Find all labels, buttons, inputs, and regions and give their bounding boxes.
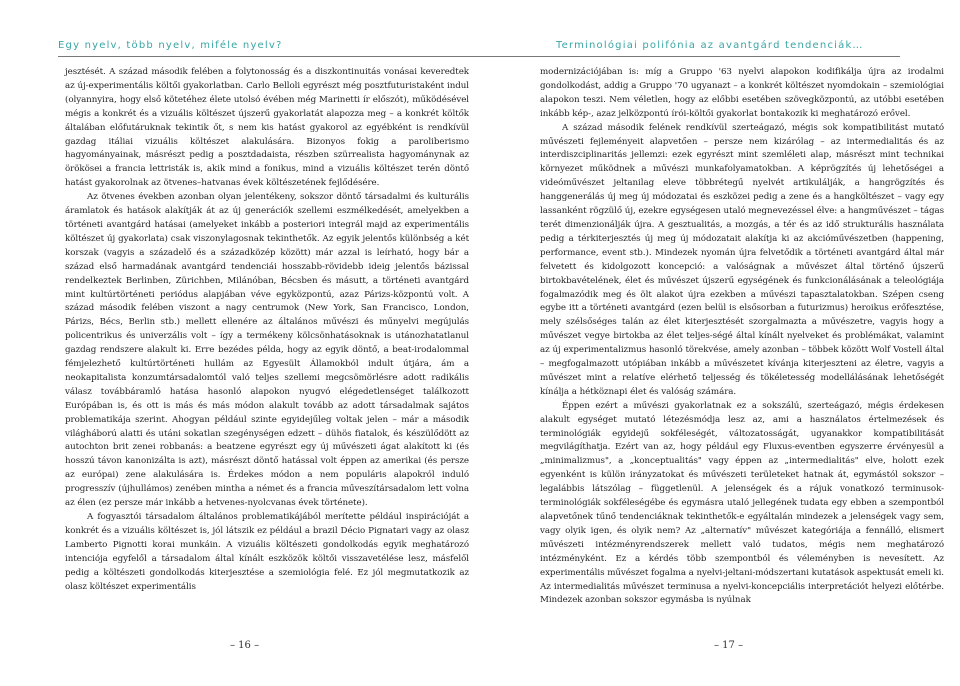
- page-number-left: – 16 –: [230, 640, 260, 651]
- paragraph: A század második felének rendkívül szerteágazó, mégis sok kompatibilitást mutató művészeti fejleményeit alapvetően – persze nem kizárólag – az intermedialitás és az interdiszciplinaritás jellemzi: ezek egyrészt mint szemléleti alap, másrészt mint technikai környezet működnek a művészi munkafolyamatokban. A képrögzítés új lehetőségei a videóművészet jeltanilag eleve többrétegű nyelvét artikulálják, a hangrögzítés és hanggenerálás új meg új módozatai és eszközei pedig a zene és a hangköltészet – vagy egy lassanként rögzülő új, ezekre egységesen utaló megnevezéssel élve: a hangművészet – tágas terét dimenzionálják újra. A gesztualitás, a mozgás, a tér és az idő strukturális használata pedig a térkiterjesztés új meg új módozatait alakítja ki az akcióművészetben (happening, performance, event stb.). Mindezek nyomán újra felvetődik a történeti avantgárd által már felvetett és kidolgozott koncepció: a valóságnak a művészet által történő újszerű birtokbavételének, élet és művészet újszerű egységének és funkcionálásának a teleológiája fogalmazódik meg és ölt alakot újra ezekben a művészi tapasztalatokban. Szépen cseng egybe itt a történeti avantgárd (ezen belül is elsősorban a futurizmus) heroikus erőfesztése, mely szélsőséges talán az élet kiterjesztését szorgalmazta a művészetre, vagyis hogy a művészet vegye birtokba az élet teljes-ségé által kínált nyelveket és problémákat, valamint az új experimentalizmus hasonló törekvése, amely azonban – többek között Wolf Vostell által – megfogalmazott utópiában inkább a művészetet kívánja kiterjeszteni az életre, vagyis a művészet mint a relatíve elérhető teljesség és tökéletesség modellálásának lehetőségét kínálja a hétköznapi élet és valóság számára.: [540, 122, 944, 397]
- right-page-body: [540, 66, 944, 608]
- left-page-body: [65, 66, 469, 594]
- paragraph: A fogyasztói társadalom általános problematikájából merítette például inspirációját a konkrét és a vizuális költészet is, jól látszik ez például a brazil Décio Pignatari vagy az olasz Lamberto Pignotti korai munkáin. A vizuális költészeti gondolkodás egyik meghatározó intenciója egyfelől a társadalom által kínált eszközök költői visszavetélése lesz, másfelől pedig a költészeti gondolkodás kiterjesztése a szemiológia felé. Ez jól megmutatkozik az olasz költészet experimentális: [65, 512, 469, 592]
- running-header-left: Egy nyelv, több nyelv, miféle nyelv?: [58, 40, 283, 51]
- header-rule-left: [58, 56, 480, 57]
- page-number-right: – 17 –: [714, 640, 744, 651]
- paragraph: modernizációjában is: míg a Gruppo '63 nyelvi alapokon kodifikálja újra az irodalmi gondolkodást, addig a Gruppo '70 ugyanazt – a konkrét költészet nyomdokain – szemiológiai alapokon teszi. Nem véletlen, hogy az előbbi esetében szövegközpontú, az utóbbi esetében inkább kép-, azaz jelközpontú írói-költői gyakorlat bontakozik ki meghatározó erővel.: [540, 67, 944, 119]
- right-page: [480, 0, 960, 686]
- paragraph: Az ötvenes években azonban olyan jelentékeny, sokszor döntő társadalmi és kulturális áramlatok és hatások alakítják át az új generációk szellemi eszmélkedését, amelyekben a történeti avantgárd hatásai (amelyeket inkább a posteriori integrál majd az experimentális költészet új gyakorlata) csak viszonylagosnak tekinthetők. Az egyik jelentős különbség a két korszak (vagyis a századelő és a századközép között) már azzal is leírható, hogy bár a század első harmadának avantgárd tendenciái hosszabb-rövidebb ideig jelentős bázissal rendelkeztek Berlinben, Zürichben, Milánóban, Bécsben és másutt, a történeti avantgárd mint kultúrtörténeti periódus alapjában véve egyközpontú, azaz Párizs-központú volt. A század második felében viszont a nagy centrumok (New York, San Francisco, London, Párizs, Bécs, Berlin stb.) mellett ellenére az általános művészi és műnyelvi megújulás policentrikus és univerzális volt – így a termékeny kölcsönhatásoknak is utánozhatatlanul gazdag rendszere alakult ki. Erre bezédes példa, hogy az egyik döntő, a beat-irodalommal fémjelezhető kultúrtörténeti hullám az Egyesült Államokból indult útjára, ám a neokapitalista konzumtársadalomtól való teljes szellemi megcsömörlésre adott radikális válasz továbbáramló hatása hasonló alapokon nyugvó elégedetlenséget találkozott Európában is, és ott is más és más módon alakult tovább az adott társadalmak sajátos problematikája szerint. Ahogyan például szinte egyidejűleg voltak jelen – már a második világháború alatti és utáni sokatlan szegénységen edzett – dühös fiatalok, és készülődött az autochton brit zenei robbanás: a beatzene egyrészt egy új művészeti ágat alakított ki (és hosszú távon kanonizálta is azt), másrészt döntő hatással volt éppen az amerikai (és persze az európai) zene alakulására is. Érdekes módon a nem populáris alapokról induló progresszív (újhullámos) zenében mintha a német és a francia műveszítársadalom lett volna az élen (ez persze már inkább a hetvenes-nyolcvanas évek története).: [65, 192, 469, 509]
- running-header-right: Terminológiai polifónia az avantgárd tendenciák…: [556, 40, 864, 51]
- paragraph: jesztését. A század második felében a folytonosság és a diszkontinuitás vonásai keveredtek az új-experimentális költői gyakorlatban. Carlo Belloli egyrészt még posztfuturistaként indul (olyannyira, hogy első kötetéhez élete utolsó évében még Marinetti ír előszót), működésével mégis a konkrét és a vizuális költészet újszerű gyakorlatát alapozza meg – a konkrét költők általában előfutáruknak tekintik őt, s nem kis hatást gyakorol az egyébként is rendkívül gazdag itáliai vizuális költészet alakulására. Bizonyos fokig a paroliberismo hagyományainak, másrészt pedig a posztdadaista, részben szürrealista hagyománynak az örökösei a francia lettristák is, akik mind a fonikus, mind a vizuális költészet terén döntő hatást gyakorolnak az ötvenes–hatvanas évek költészetének fejlődésére.: [65, 67, 469, 189]
- header-rule-right: [480, 56, 900, 57]
- paragraph: Éppen ezért a művészi gyakorlatnak ez a sokszálú, szerteágazó, mégis érdekesen alakult egységet mutató létezésmódja lesz az, ami a használatos értelmezések és terminológiák egyidejű sokféleségét, változatosságát, ugyanakkor kompatibilitását megvilágíthatja. Ezért van az, hogy például egy Fluxus-eventben egyszerre érvényesül a „minimalizmus", a „konceptualitás" vagy éppen az „intermedialitás" elve, holott ezek egyenként is külön irányzatokat és művészeti területeket hatnak át, egymástól sokszor – legalábbis látszólag – függetlenül. A jelenségek és a rájuk vonatkozó terminusok-terminológiák sokféleségébe és egymásra utaló jellegének tudata egy ebben a szempontból alapvetőnek tűnő tendenciáknak tekinthetők-e egyáltalán mindezek a jelenségek vagy sem, vagy olyik igen, és olyik nem? Az „alternatív" művészet kategóriája a fennálló, elismert művészeti intézményrendszerek mellett való tudatos, mégis nem meghatározó intézményként. Ez a kérdés több szempontból és véleményben is nevesített. Az experimentális művészet fogalma a nyelvi-jeltani-módszertani kutatások aspektusát emeli ki. Az intermedialitás művészet terminusa a nyelvi-koncepciális interpretációt helyezi előtérbe. Mindezek azonban sokszor egymásba is nyúlnak: [540, 400, 944, 606]
